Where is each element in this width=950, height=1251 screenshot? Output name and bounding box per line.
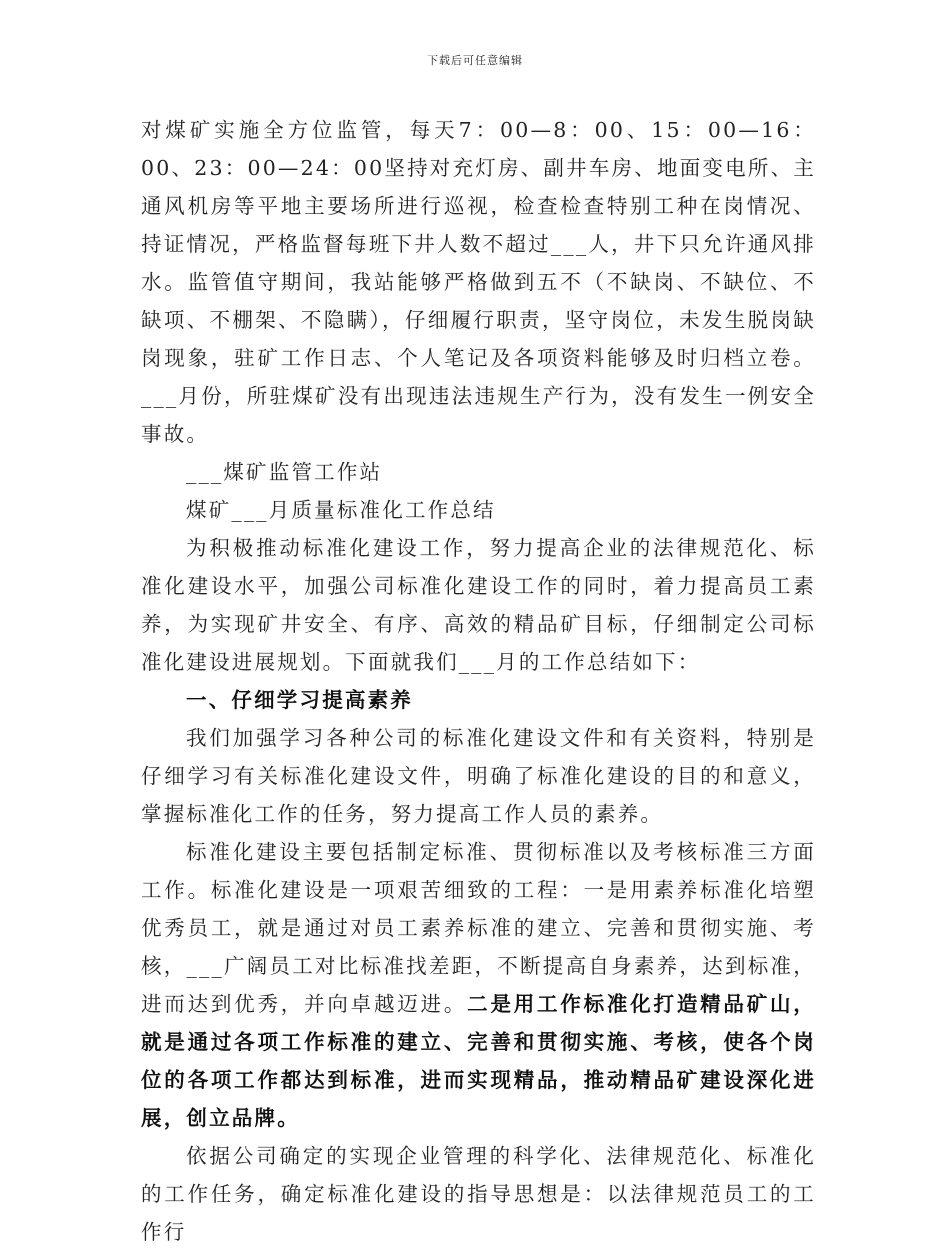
paragraph-guiding: 依据公司确定的实现企业管理的科学化、法律规范化、标准化的工作任务，确定标准化建设的指导思想是：以法律规范员工的工作行: [141, 1144, 816, 1244]
document-body: [141, 111, 816, 1251]
paragraph-study: 我们加强学习各种公司的标准化建设文件和有关资料，特别是仔细学习有关标准化建设文件，明确了标准化建设的目的和意义，掌握标准化工作的任务，努力提高工作人员的素养。: [141, 726, 816, 826]
signature-line: ___煤矿监管工作站: [186, 460, 383, 484]
section-title: 煤矿___月质量标准化工作总结: [186, 498, 496, 522]
paragraph-standardization: [141, 833, 816, 1137]
paragraph-intro: 为积极推动标准化建设工作，努力提高企业的法律规范化、标准化建设水平，加强公司标准化建设工作的同时，着力提高员工素养，为实现矿井安全、有序、高效的精品矿目标，仔细制定公司标准化建设进展规划。下面就我们___月的工作总结如下：: [141, 536, 816, 674]
heading-study: 一、仔细学习提高素养: [186, 688, 413, 712]
paragraph-standardization-bold: 二是用工作标准化打造精品矿山，就是通过各项工作标准的建立、完善和贯彻实施、考核，使各个岗位的各项工作都达到标准，进而实现精品，推动精品矿建设深化进展，创立品牌。: [141, 992, 816, 1130]
paragraph-standardization-normal: 标准化建设主要包括制定标准、贯彻标准以及考核标准三方面工作。标准化建设是一项艰苦细致的工程：一是用素养标准化培塑优秀员工，就是通过对员工素养标准的建立、完善和贯彻实施、考核，___广阔员工对比标准找差距，不断提高自身素养，达到标准，进而达到优秀，并向卓越迈进。: [141, 840, 816, 1016]
page-header: 下载后可任意编辑: [427, 54, 523, 67]
paragraph-inspection: 对煤矿实施全方位监管，每天7：00—8：00、15：00—16：00、23：00—24：00坚持对充灯房、副井车房、地面变电所、主通风机房等平地主要场所进行巡视，检查检查特别工种在岗情况、持证情况，严格监督每班下井人数不超过___人，井下只允许通风排水。监管值守期间，我站能够严格做到五不（不缺岗、不缺位、不缺项、不棚架、不隐瞒），仔细履行职责，坚守岗位，未发生脱岗缺岗现象，驻矿工作日志、个人笔记及各项资料能够及时归档立卷。___月份，所驻煤矿没有出现违法违规生产行为，没有发生一例安全事故。: [141, 118, 816, 446]
